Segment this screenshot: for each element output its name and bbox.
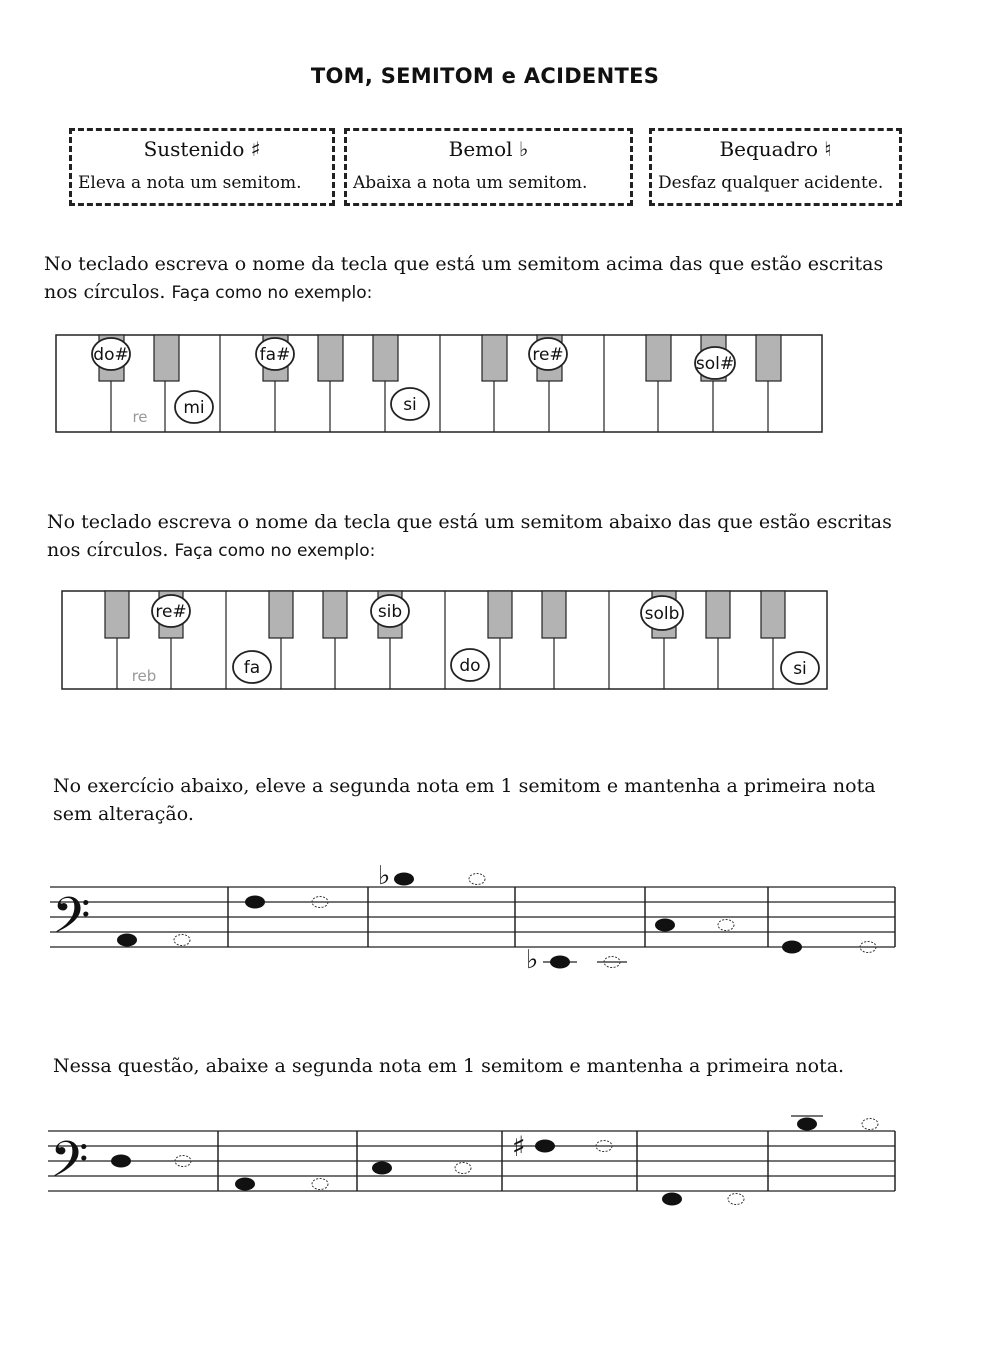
- bass-clef-icon: 𝄢: [52, 887, 91, 957]
- measure: [526, 945, 627, 975]
- empty-note[interactable]: [174, 935, 190, 946]
- example-answer: reb: [131, 667, 157, 685]
- svg-text:si: si: [403, 395, 417, 415]
- flat-icon: ♭: [526, 945, 539, 975]
- definition-description: Abaixa a nota um semitom.: [353, 173, 588, 193]
- staff-exercise4: [0, 1100, 1000, 1220]
- empty-note[interactable]: [862, 1119, 878, 1130]
- svg-text:fa#: fa#: [259, 345, 291, 365]
- whole-note: [235, 1178, 255, 1191]
- definition-box-bequadro: [649, 128, 902, 206]
- whole-note: [797, 1118, 817, 1131]
- black-key[interactable]: [373, 335, 398, 381]
- svg-text:mi: mi: [183, 398, 205, 418]
- black-key[interactable]: [646, 335, 671, 381]
- example-answer: re: [132, 408, 148, 426]
- note-circle: [641, 596, 683, 630]
- note-circle: [695, 347, 735, 379]
- svg-text:re#: re#: [532, 345, 564, 365]
- definition-box-bemol: [344, 128, 633, 206]
- whole-note: [394, 873, 414, 886]
- note-circle: [175, 391, 213, 423]
- note-circle: [451, 649, 489, 681]
- black-key[interactable]: [482, 335, 507, 381]
- instruction-line: No teclado escreva o nome da tecla que está um semitom abaixo das que estão escritas: [47, 511, 892, 533]
- svg-text:si: si: [793, 659, 807, 679]
- black-key[interactable]: [154, 335, 179, 381]
- measure: [117, 934, 190, 947]
- instruction-tail: Faça como no exemplo:: [174, 541, 376, 561]
- black-key[interactable]: [269, 591, 293, 638]
- definition-name: Bemol ♭: [448, 137, 529, 161]
- keyboard-exercise2: [0, 580, 1000, 700]
- keyboard-exercise1: [0, 320, 1000, 460]
- flat-icon: ♭: [378, 861, 391, 891]
- black-key[interactable]: [706, 591, 730, 638]
- instruction-tail: Faça como no exemplo:: [171, 283, 373, 303]
- whole-note: [782, 941, 802, 954]
- black-key[interactable]: [318, 335, 343, 381]
- instruction-line: No teclado escreva o nome da tecla que está um semitom acima das que estão escritas: [44, 253, 884, 275]
- svg-text:do: do: [459, 656, 481, 676]
- definition-name: Sustenido ♯: [143, 137, 261, 161]
- black-key[interactable]: [488, 591, 512, 638]
- measure: [662, 1193, 744, 1206]
- instruction-line: Nessa questão, abaixe a segunda nota em 1 semitom e mantenha a primeira nota.: [53, 1055, 845, 1077]
- note-circle: [92, 338, 130, 370]
- page-title: TOM, SEMITOM e ACIDENTES: [310, 64, 660, 88]
- svg-text:sib: sib: [377, 602, 403, 622]
- exercise4-instruction: [53, 1052, 844, 1080]
- exercise2-instruction: [47, 508, 892, 565]
- exercise3-instruction: [53, 772, 876, 828]
- whole-note: [550, 956, 570, 969]
- whole-note: [245, 896, 265, 909]
- definition-box-sustenido: [69, 128, 335, 206]
- instruction-line: No exercício abaixo, eleve a segunda nota em 1 semitom e mantenha a primeira nota: [53, 775, 876, 797]
- black-key[interactable]: [756, 335, 781, 381]
- svg-text:re#: re#: [155, 602, 187, 622]
- note-circle: [233, 651, 271, 683]
- measure: [235, 1178, 328, 1191]
- svg-text:solb: solb: [644, 604, 680, 624]
- whole-note: [662, 1193, 682, 1206]
- sharp-icon: ♯: [512, 1130, 526, 1163]
- staff-exercise3: [0, 840, 1000, 980]
- definition-description: Desfaz qualquer acidente.: [658, 173, 884, 193]
- svg-text:do#: do#: [93, 345, 129, 365]
- instruction-line: nos círculos.: [47, 539, 169, 561]
- note-circle: [391, 388, 429, 420]
- empty-note[interactable]: [469, 874, 485, 885]
- note-circle: [529, 338, 567, 370]
- note-circle: [256, 338, 294, 370]
- black-key[interactable]: [542, 591, 566, 638]
- whole-note: [372, 1162, 392, 1175]
- whole-note: [655, 919, 675, 932]
- measure: [655, 919, 734, 932]
- exercise1-instruction: [44, 250, 883, 307]
- svg-text:fa: fa: [243, 658, 261, 678]
- empty-note[interactable]: [312, 1179, 328, 1190]
- black-key[interactable]: [761, 591, 785, 638]
- measure: [372, 1162, 471, 1175]
- definition-name: Bequadro ♮: [719, 137, 832, 161]
- black-key[interactable]: [105, 591, 129, 638]
- note-circle: [371, 595, 409, 627]
- instruction-line: nos círculos.: [44, 281, 166, 303]
- empty-note[interactable]: [718, 920, 734, 931]
- instruction-line: sem alteração.: [53, 803, 194, 825]
- whole-note: [111, 1155, 131, 1168]
- whole-note: [117, 934, 137, 947]
- whole-note: [535, 1140, 555, 1153]
- note-circle: [781, 652, 819, 684]
- black-key[interactable]: [323, 591, 347, 638]
- measure: [791, 1116, 878, 1131]
- svg-text:sol#: sol#: [695, 354, 735, 374]
- note-circle: [152, 595, 190, 627]
- empty-note[interactable]: [455, 1163, 471, 1174]
- empty-note[interactable]: [728, 1194, 744, 1205]
- definition-description: Eleva a nota um semitom.: [78, 173, 302, 193]
- bass-clef-icon: 𝄢: [50, 1131, 89, 1201]
